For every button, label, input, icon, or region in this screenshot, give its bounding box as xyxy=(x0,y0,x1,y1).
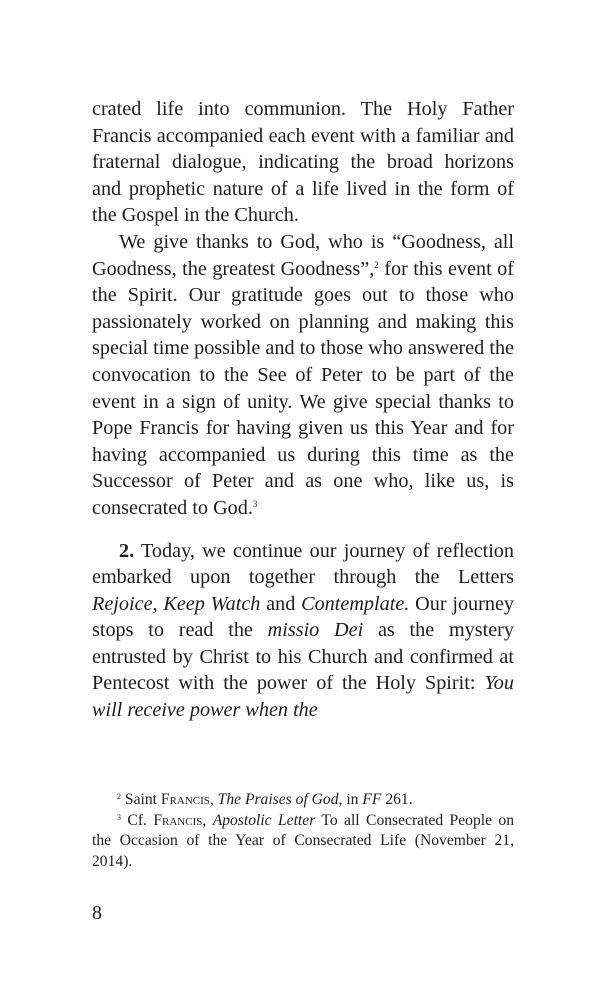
page-number: 8 xyxy=(92,902,102,924)
paragraph-thanks: We give thanks to God, who is “Goodness, all Goodness, the greatest Goodness”,$^2$ for this event of the Spirit. Our gratitude goes out to those who passionately worked on planning and making this special time possible and to those who answered the convocation to the See of Peter to be part of the event in a sign of unity. We give special thanks to Pope Francis for having given us this Year and for having accompanied us during this time as the Successor of Peter and as one who, like us, is consecrated to God.$^3$ xyxy=(92,230,514,519)
footnotes xyxy=(92,790,514,872)
paragraph-continuation: crated life into communion. The Holy Father Francis accompanied each event with a familiar and fraternal dialogue, indicating the broad horizons and prophetic nature of a life lived in the form of the Gospel in the Church. xyxy=(92,98,514,227)
body-text xyxy=(92,96,514,724)
footnote-3: $^3$ Cf. Francis, Apostolic Letter To all Consecrated People on the Occasion of the Year of Consecrated Life (November 21, 2014). xyxy=(92,811,515,870)
footnote-ref-2[interactable]: 2 xyxy=(374,259,379,270)
paragraph-section-2: 2. Today, we continue our journey of reflection embarked upon together through the Letters Rejoice, Keep Watch and Contemplate. Our journey stops to read the missio Dei as the mystery entrusted by Christ to his Church and confirmed at Pentecost with the power of the Holy Spirit: You will receive power when the xyxy=(92,539,514,722)
footnote-ref-3[interactable]: 3 xyxy=(252,498,258,509)
footnote-2: $^2$ Saint Francis, The Praises of God, in FF 261. xyxy=(117,791,413,808)
section-number: 2. xyxy=(119,539,135,562)
